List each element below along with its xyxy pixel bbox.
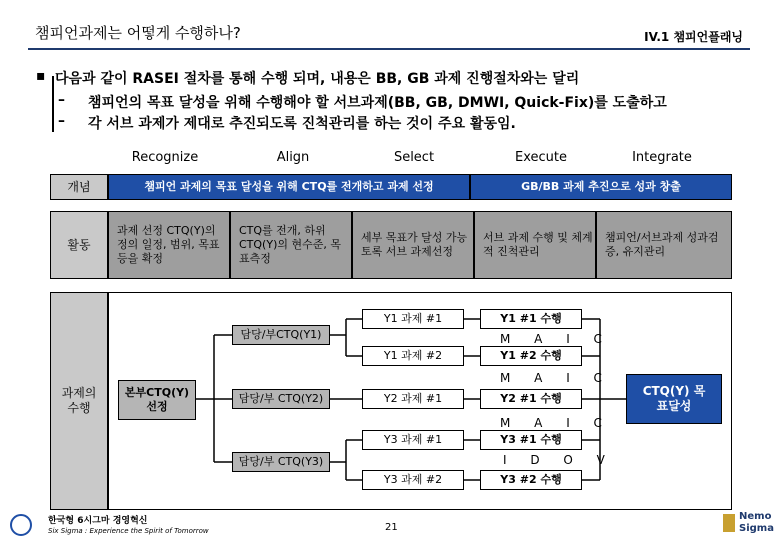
exec-y3-1: Y3 #1 수행 [480, 430, 582, 450]
activity-recognize: 과제 선정 CTQ(Y)의 정의 일정, 범위, 목표 등을 확정 [108, 211, 230, 279]
concept-box-left: 챔피언 과제의 목표 달성을 위해 CTQ를 전개하고 과제 선정 [108, 174, 470, 200]
exec-y1-2: Y1 #2 수행 [480, 346, 582, 366]
activity-row-label: 활동 [50, 211, 108, 279]
activity-execute: 서브 과제 수행 및 체계적 진척관리 [474, 211, 596, 279]
phase-recognize: Recognize [131, 150, 199, 165]
phase-select: Select [393, 150, 435, 165]
concept-box-right: GB/BB 과제 추진으로 성과 창출 [470, 174, 732, 200]
steps-y1-1: M A I C [500, 332, 612, 346]
phase-align: Align [276, 150, 310, 165]
brand-logo-icon [723, 514, 735, 532]
steps-y3-1: I D O V [503, 453, 615, 467]
brand-name-top: Nemo [739, 511, 772, 522]
exec-y2-1: Y2 #1 수행 [480, 389, 582, 409]
dash-marker-1: – [58, 92, 65, 108]
intro-line-1: 다음과 같이 RASEI 절차를 통해 수행 되며, 내용은 BB, GB 과제 진행절차와는 달리 [55, 71, 580, 87]
goal-box: CTQ(Y) 목표달성 [626, 374, 722, 424]
mid-ctq-y3: 담당/부 CTQ(Y3) [232, 452, 330, 472]
bullet-marker: ▪ [36, 68, 46, 84]
task-y3-1: Y3 과제 #1 [362, 430, 464, 450]
phase-integrate: Integrate [632, 150, 692, 165]
page-title: 챔피언과제는 어떻게 수행하나? [35, 24, 241, 42]
execution-row-label: 과제의 수행 [50, 292, 108, 510]
page-number: 21 [385, 522, 398, 533]
footer-tagline: Six Sigma : Experience the Spirit of Tomorrow [48, 527, 209, 535]
steps-y2-1: M A I C [500, 416, 612, 430]
phase-execute: Execute [515, 150, 567, 165]
intro-line-2: 챔피언의 목표 달성을 위해 수행해야 할 서브과제(BB, GB, DMWI, Quick-Fix)를 도출하고 [88, 95, 667, 111]
intro-line-3: 각 서브 과제가 제대로 추진되도록 진척관리를 하는 것이 주요 활동임. [88, 116, 516, 132]
task-y3-2: Y3 과제 #2 [362, 470, 464, 490]
activity-align: CTQ를 전개, 하위 CTQ(Y)의 현수준, 목표측정 [230, 211, 352, 279]
exec-y3-2: Y3 #2 수행 [480, 470, 582, 490]
task-y1-2: Y1 과제 #2 [362, 346, 464, 366]
exec-y1-1: Y1 #1 수행 [480, 309, 582, 329]
activity-integrate: 챔피언/서브과제 성과검증, 유지관리 [596, 211, 732, 279]
root-ctq-box: 본부CTQ(Y) 선정 [118, 380, 196, 420]
task-y2-1: Y2 과제 #1 [362, 389, 464, 409]
brand-name-bottom: Sigma [739, 523, 774, 534]
concept-row-label: 개념 [50, 174, 108, 200]
company-logo-icon [10, 514, 32, 536]
mid-ctq-y1: 담당/부CTQ(Y1) [232, 325, 330, 345]
footer-org: 한국형 6시그마 경영혁신 [48, 516, 148, 526]
section-label: IV.1 챔피언플래닝 [644, 30, 743, 44]
steps-y1-2: M A I C [500, 371, 612, 385]
dash-marker-2: – [58, 113, 65, 129]
task-y1-1: Y1 과제 #1 [362, 309, 464, 329]
mid-ctq-y2: 담당/부 CTQ(Y2) [232, 389, 330, 409]
activity-select: 세부 목표가 달성 가능토록 서브 과제선정 [352, 211, 474, 279]
